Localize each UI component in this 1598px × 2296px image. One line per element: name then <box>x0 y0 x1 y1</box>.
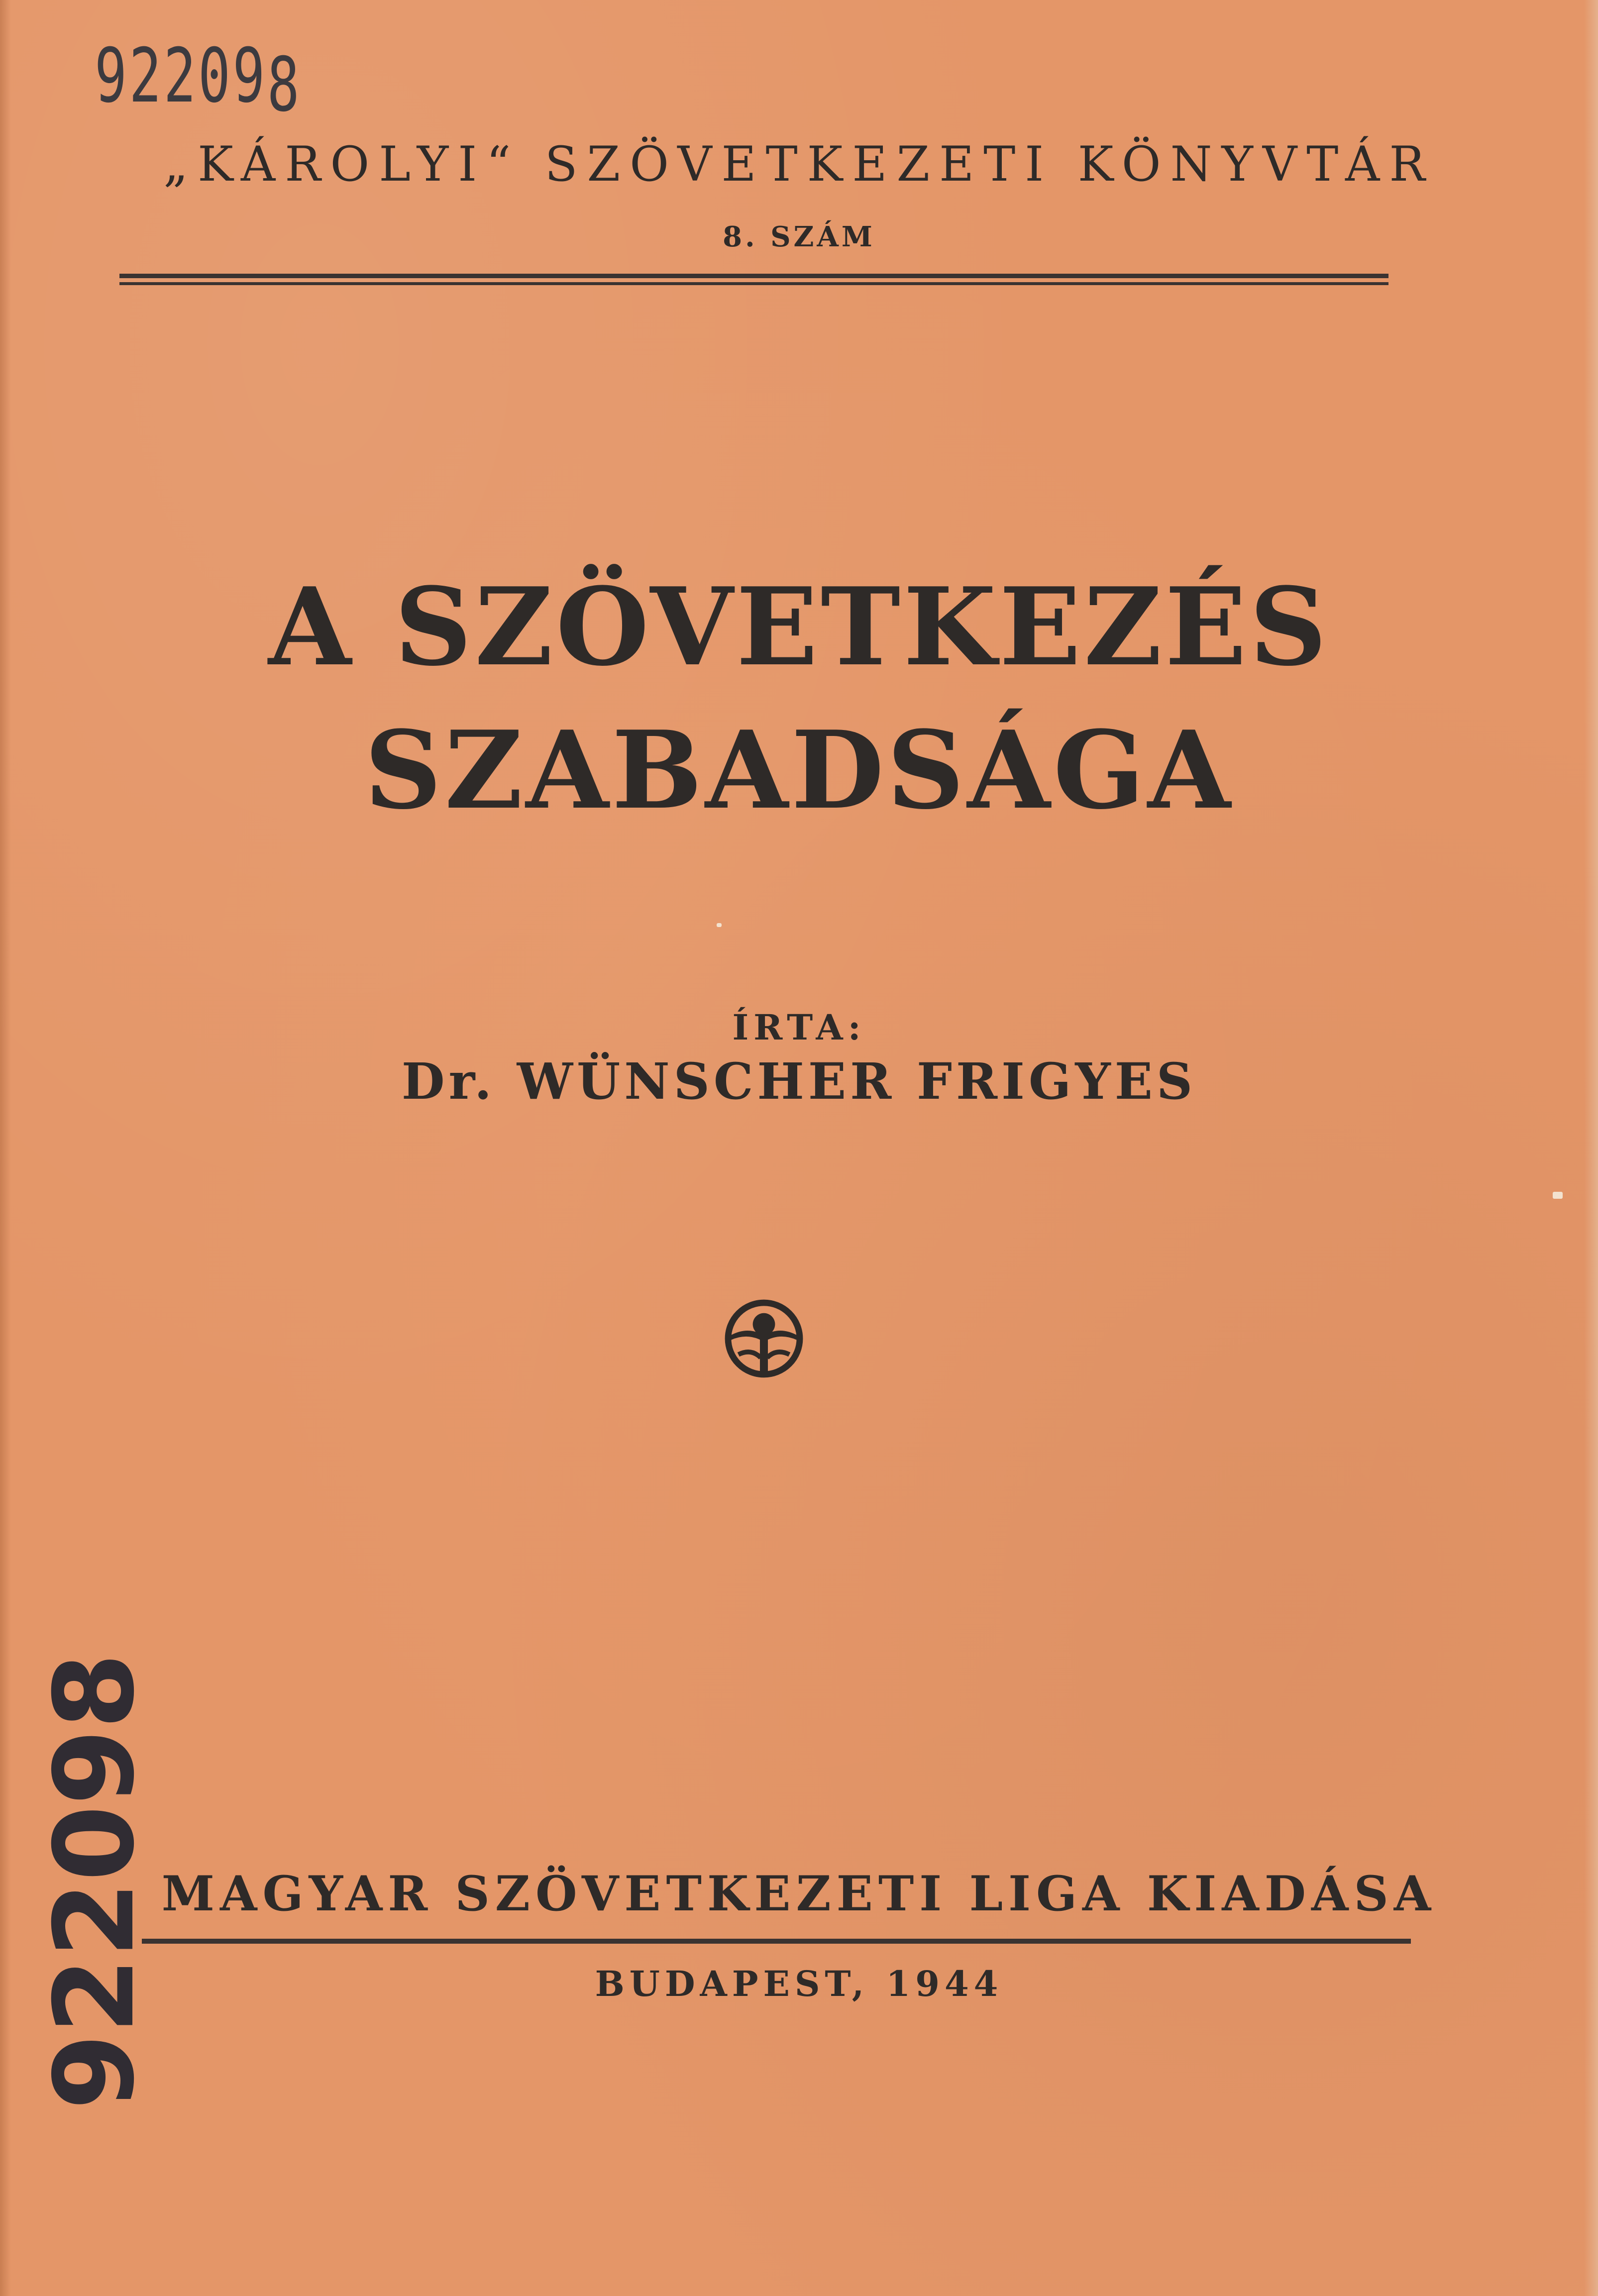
author-name: Dr. WÜNSCHER FRIGYES <box>401 1052 1197 1111</box>
cooperative-emblem-icon <box>724 1299 804 1378</box>
paper-speck <box>1553 1192 1563 1199</box>
inventory-stamp-side: 922098 <box>31 1653 158 2110</box>
series-title: „KÁROLYI“ SZÖVETKEZETI KÖNYVTÁR <box>163 136 1435 192</box>
left-edge-shadow <box>0 0 11 2296</box>
right-edge-highlight <box>1584 0 1598 2296</box>
series-number: 8. SZÁM <box>723 220 875 253</box>
publisher-rule <box>142 1939 1411 1944</box>
inventory-number: 92209 <box>95 33 267 119</box>
author-label: ÍRTA: <box>732 1007 866 1048</box>
inventory-number-suffix: 8 <box>267 42 302 128</box>
place-and-year: BUDAPEST, 1944 <box>595 1963 1003 2004</box>
inventory-stamp-top <box>95 33 302 128</box>
header-double-rule <box>119 274 1388 278</box>
title-line-1: A SZÖVETKEZÉS <box>268 564 1330 690</box>
title-line-2: SZABADSÁGA <box>364 707 1234 833</box>
publisher-line: MAGYAR SZÖVETKEZETI LIGA KIADÁSA <box>161 1866 1437 1922</box>
paper-speck <box>717 923 722 927</box>
